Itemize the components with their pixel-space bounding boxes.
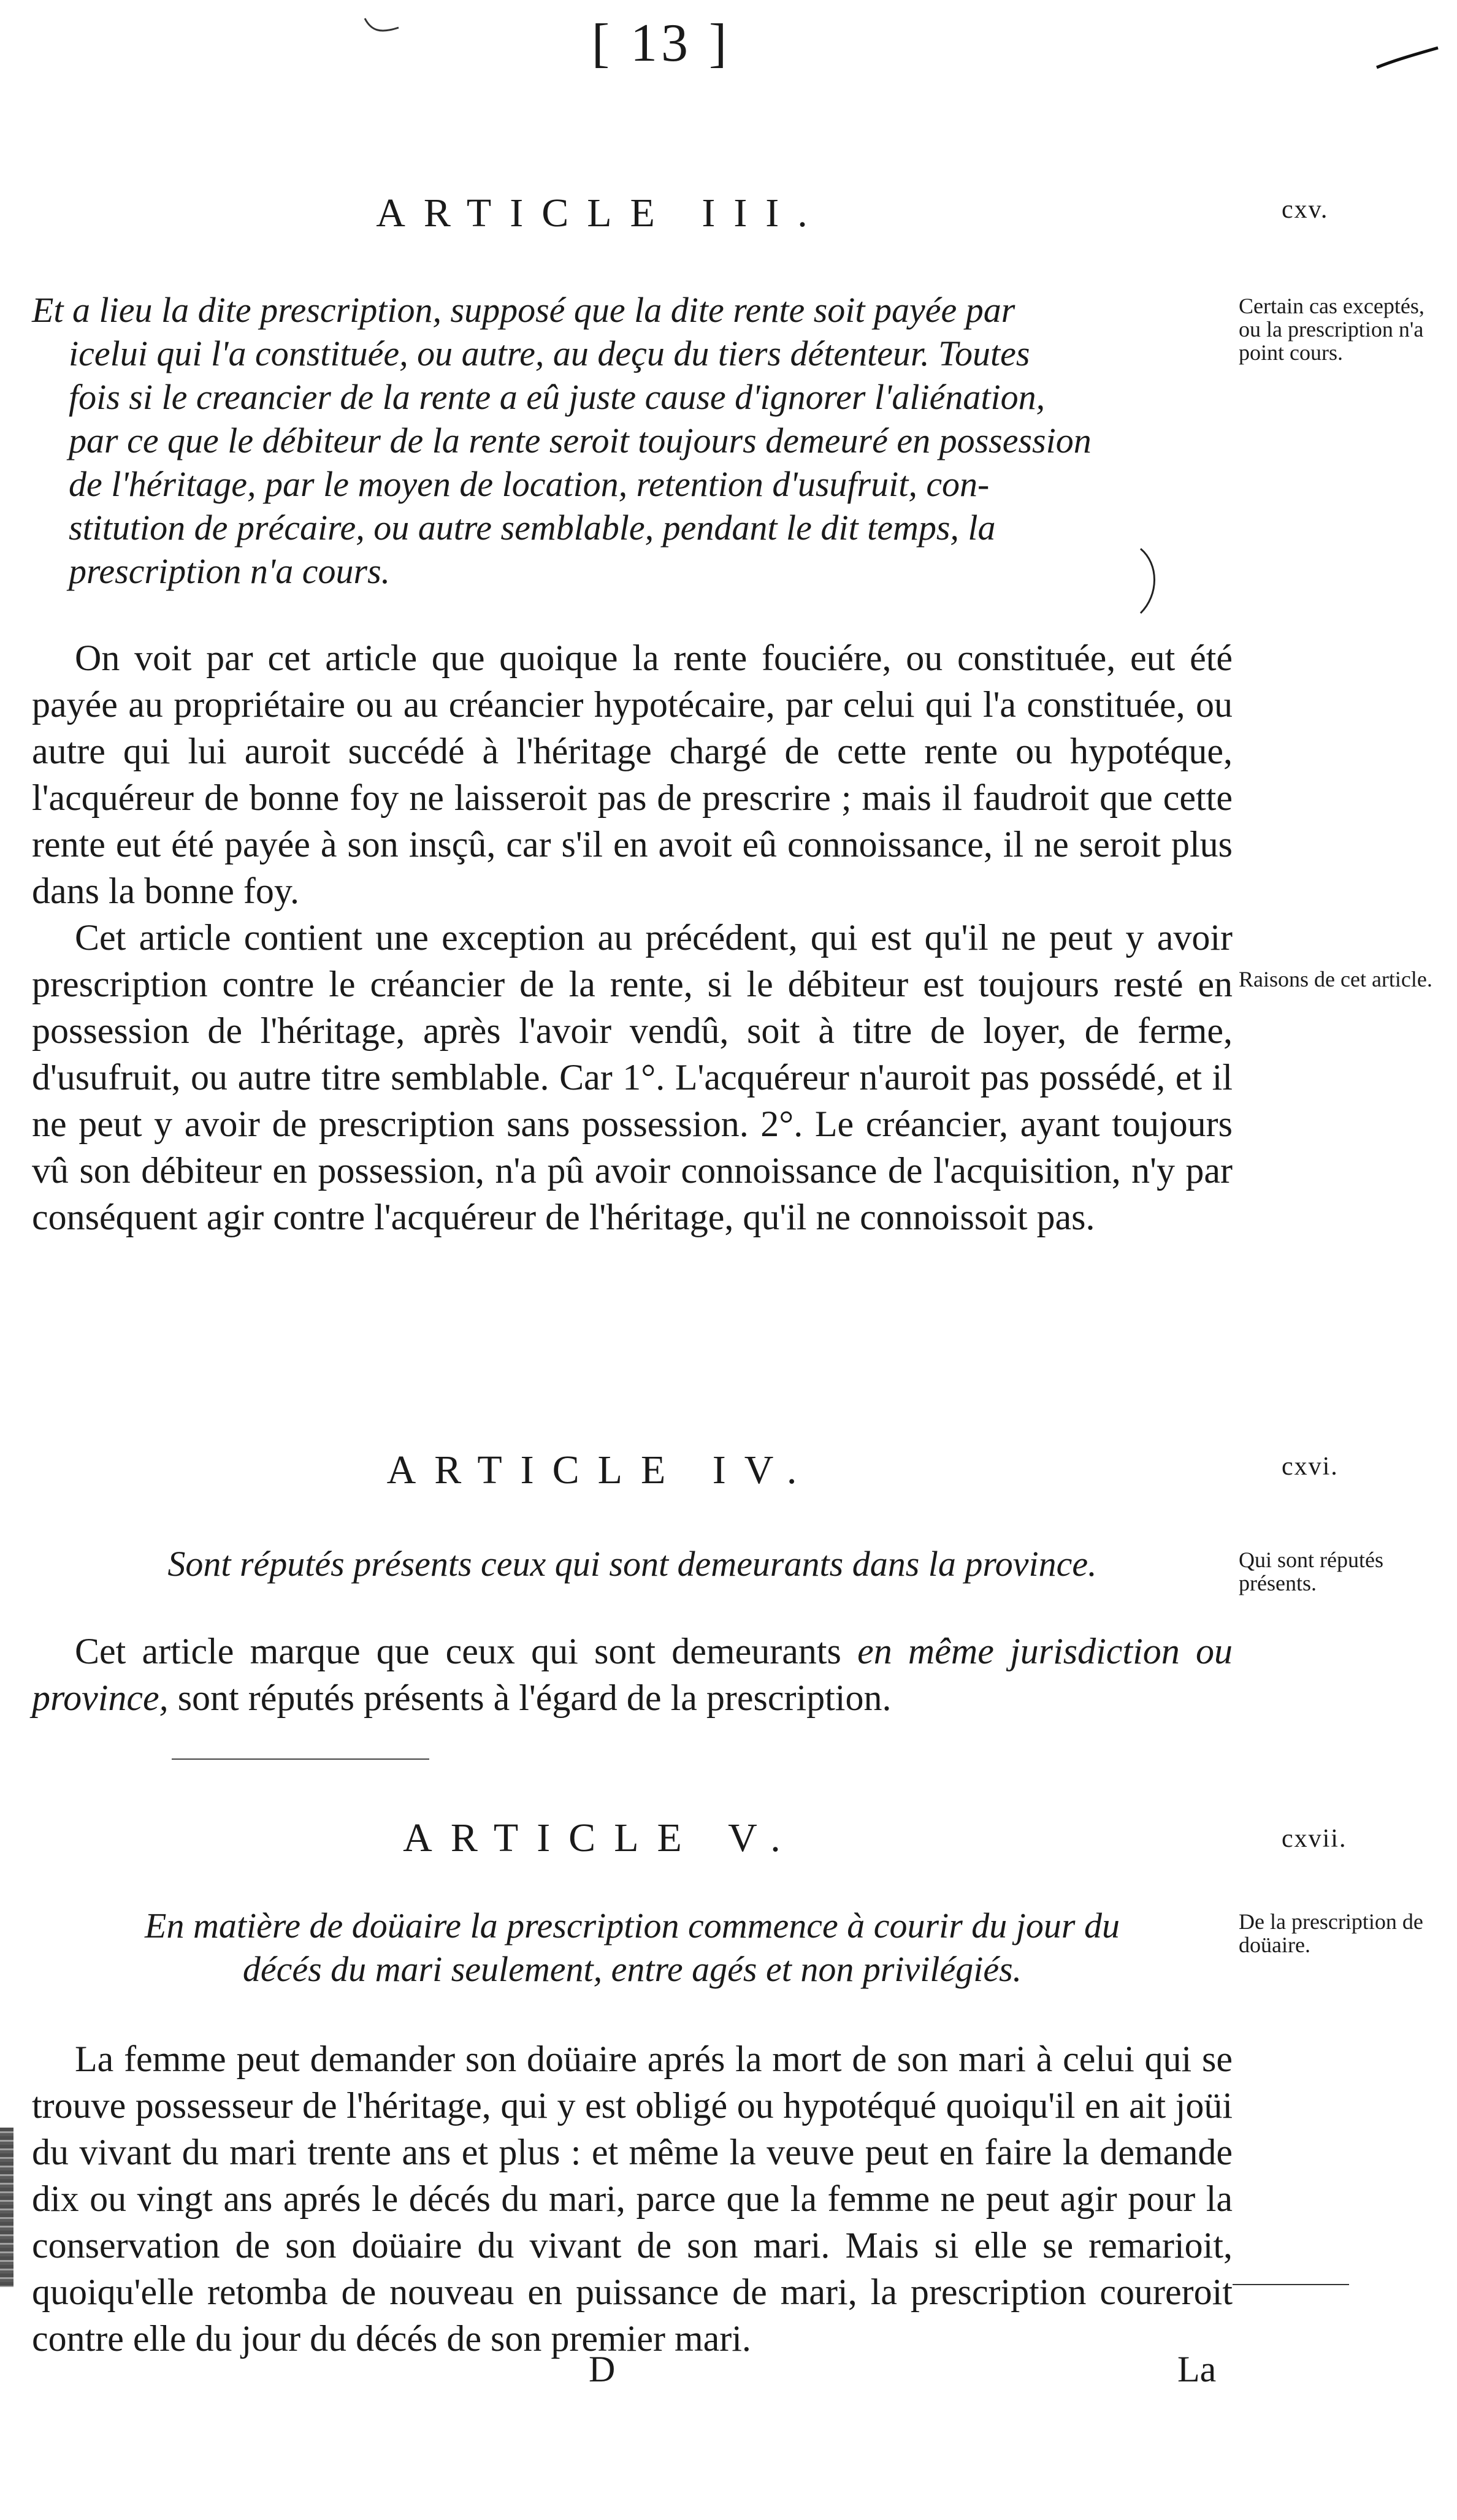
commentary-paragraph: Cet article contient une exception au précédent, qui est qu'il ne peut y avoir prescription contre le créancier de la rente, si le débiteur est toujours resté en possession de l'héritage, après l'avoir vendû, soit à titre de loyer, de ferme, d'usufruit, ou autre titre semblable. Car 1°. L'acquéreur n'auroit pas possédé, et il ne peut y avoir de prescription sans possession. 2°. Le créancier, ayant toujours vû son débiteur en possession, n'a pû avoir connoissance de l'acquisition, n'y par conséquent agir contre l'acquéreur de l'héritage, qu'il ne connoissoit pas. bbox=[32, 917, 1233, 1237]
article-ref: cxv. bbox=[1282, 196, 1329, 224]
article-line: Et a lieu la dite prescription, supposé que la dite rente soit payée par bbox=[32, 290, 1015, 330]
commentary-paragraph: La femme peut demander son doüaire aprés la mort de son mari à celui qui se trouve possesseur de l'héritage, qui y est obligé ou hypotéqué quoiqu'il en ait joüi du vivant du mari trente ans et plus : et même la veuve peut en faire la demande dix ou vingt ans aprés le décés du mari, parce que la femme ne peut agir pour la conservation de son doüaire du vivant de son mari. Mais si elle se remarioit, quoiqu'elle retomba de nouveau en puissance de mari, la prescription coureroit contre elle du jour du décés de son premier mari. bbox=[32, 2039, 1233, 2359]
article-line: En matière de doüaire la prescription commence à courir du jour du bbox=[145, 1906, 1120, 1945]
page-number: [ 13 ] bbox=[591, 13, 731, 73]
margin-note: Qui sont réputés présents. bbox=[1239, 1548, 1383, 1595]
article-line: prescription n'a cours. bbox=[69, 551, 391, 591]
article-line: de l'héritage, par le moyen de location, retention d'usufruit, con- bbox=[69, 464, 990, 504]
commentary-text: Cet article marque que ceux qui sont demeurants bbox=[75, 1631, 858, 1671]
article-text bbox=[32, 1542, 1233, 1586]
commentary bbox=[32, 1628, 1233, 1721]
article-heading: ARTICLE III. bbox=[376, 191, 826, 235]
margin-note: Raisons de cet article. bbox=[1239, 967, 1432, 991]
commentary-italic: en même jurisdiction ou province, bbox=[32, 1631, 1233, 1718]
left-edge-bleed bbox=[0, 2128, 13, 2287]
article-ref: cxvi. bbox=[1282, 1453, 1339, 1481]
article-line: icelui qui l'a constituée, ou autre, au deçu du tiers détenteur. Toutes bbox=[69, 334, 1030, 373]
horizontal-rule bbox=[172, 1758, 429, 1760]
article-line: stitution de précaire, ou autre semblable, pendant le dit temps, la bbox=[69, 508, 996, 548]
commentary bbox=[32, 2036, 1233, 2362]
article-text bbox=[32, 1904, 1233, 1991]
catchword: La bbox=[1177, 2349, 1217, 2389]
commentary-paragraph bbox=[32, 1628, 1233, 1721]
margin-note: Certain cas exceptés, ou la prescription n'a point cours. bbox=[1239, 294, 1424, 365]
article-heading: ARTICLE V. bbox=[403, 1816, 799, 1860]
article-text bbox=[32, 288, 1233, 593]
commentary bbox=[32, 635, 1233, 1240]
margin-rule bbox=[1233, 2284, 1349, 2285]
margin-note: De la prescription de doüaire. bbox=[1239, 1909, 1423, 1957]
article-line: par ce que le débiteur de la rente seroit toujours demeuré en possession bbox=[69, 421, 1092, 460]
signature-mark: D bbox=[589, 2349, 616, 2389]
article-line: fois si le creancier de la rente a eû juste cause d'ignorer l'aliénation, bbox=[69, 377, 1046, 417]
article-ref: cxvii. bbox=[1282, 1825, 1347, 1853]
article-heading: ARTICLE IV. bbox=[386, 1448, 816, 1492]
article-line: décés du mari seulement, entre agés et non privilégiés. bbox=[242, 1949, 1022, 1989]
article-line: Sont réputés présents ceux qui sont demeurants dans la province. bbox=[167, 1544, 1097, 1584]
commentary-paragraph: On voit par cet article que quoique la rente fouciére, ou constituée, eut été payée au propriétaire ou au créancier hypotécaire, par celui qui l'a constituée, ou autre qui lui auroit succédé à l'héritage chargé de cette rente ou hypotéque, l'acquéreur de bonne foy ne laisseroit pas de prescrire ; mais il faudroit que cette rente eut été payée à son insçû, car s'il en avoit eû connoissance, il ne seroit plus dans la bonne foy. bbox=[32, 638, 1233, 911]
commentary-text: sont réputés présents à l'égard de la prescription. bbox=[168, 1678, 892, 1718]
